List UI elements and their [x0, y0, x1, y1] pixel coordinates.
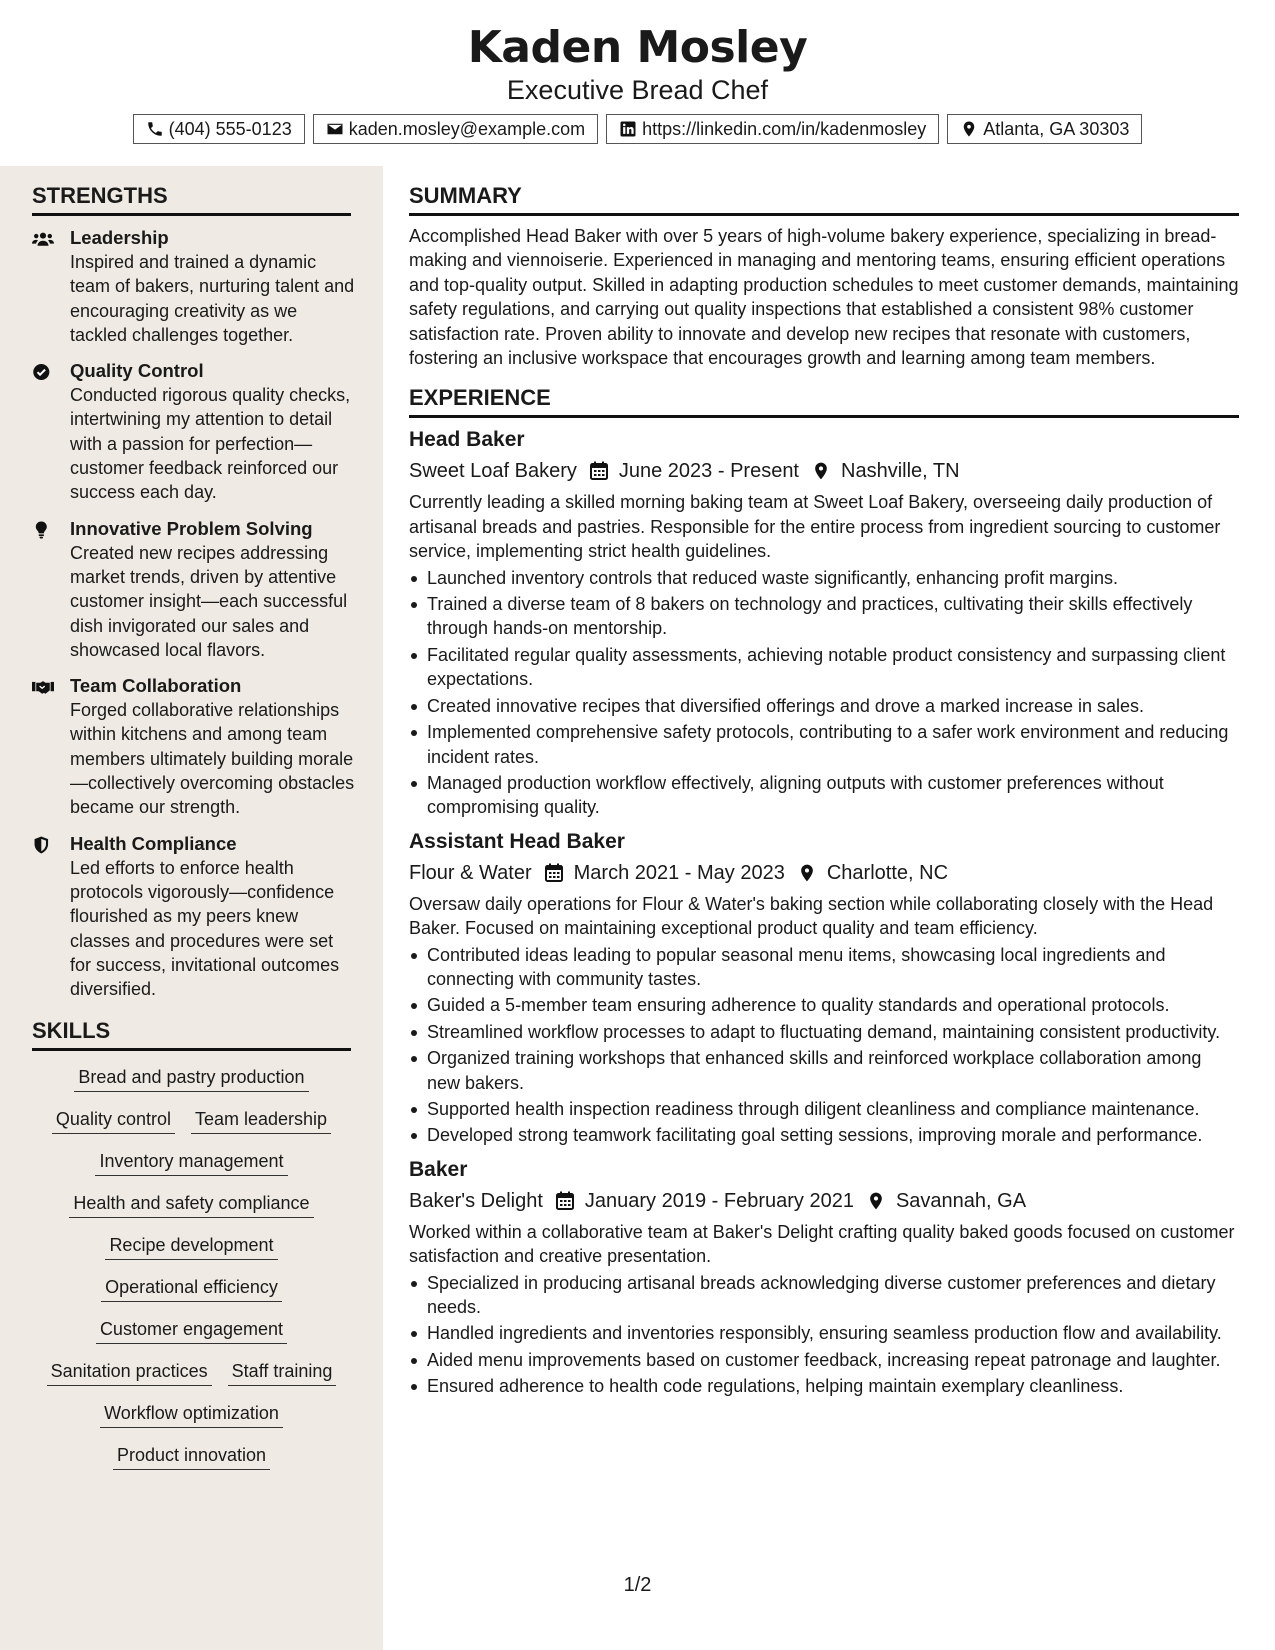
job-description: Oversaw daily operations for Flour & Water's baking section while collaborating closely with the Head Baker. Focused on maintaining exceptional product quality and team efficiency. [409, 893, 1214, 939]
job-company: Flour & Water [409, 861, 532, 884]
contact-email[interactable] [313, 114, 598, 144]
list-item: Managed production workflow effectively, aligning outputs with customer preferences without compromising quality. [409, 771, 1239, 820]
handshake-icon [32, 677, 54, 697]
skill-tag: Workflow optimization [100, 1401, 283, 1428]
strength-title: Innovative Problem Solving [70, 517, 313, 539]
list-item: Launched inventory controls that reduced waste significantly, enhancing profit margins. [409, 566, 1239, 590]
strength-title: Leadership [70, 227, 169, 248]
job-dates: March 2021 - May 2023 [573, 861, 785, 884]
job-title: Assistant Head Baker [409, 829, 625, 853]
calendar-icon [555, 1191, 575, 1211]
candidate-name: Kaden Mosley [467, 22, 808, 73]
map-pin-icon [960, 120, 978, 138]
list-item: Contributed ideas leading to popular seasonal menu items, showcasing local ingredients and connecting with community tastes. [409, 943, 1239, 992]
job-bullets [409, 1271, 1239, 1399]
list-item: Facilitated regular quality assessments, achieving notable product consistency and surpassing client expectations. [409, 643, 1239, 692]
job-meta [409, 1186, 1239, 1216]
job-entry [409, 1156, 1239, 1399]
job-description: Currently leading a skilled morning baking team at Sweet Loaf Bakery, overseeing daily production of artisanal breads and pastries. Responsible for the entire process from ingredient sourcing to customer service, implementing strict health guidelines. [409, 492, 1221, 562]
list-item: Implemented comprehensive safety protocols, contributing to a safer work environment and reducing incident rates. [409, 720, 1239, 769]
strength-item [32, 832, 357, 1002]
job-company: Sweet Loaf Bakery [409, 460, 577, 483]
strength-desc: Forged collaborative relationships within kitchens and among team members ultimately building morale—collectively overcoming obstacles became our strength. [70, 700, 355, 818]
strength-item [32, 517, 357, 662]
skill-tag: Customer engagement [96, 1317, 287, 1344]
candidate-title: Executive Bread Chef [506, 75, 769, 105]
strength-item [32, 674, 357, 819]
strength-desc: Conducted rigorous quality checks, intertwining my attention to detail with a passion for perfection—customer feedback reinforced our success each day. [70, 385, 351, 503]
list-item: Specialized in producing artisanal breads acknowledging diverse customer preferences and dietary needs. [409, 1271, 1239, 1320]
skill-tag: Staff training [228, 1359, 337, 1386]
job-dates: January 2019 - February 2021 [584, 1189, 854, 1212]
skill-tag: Team leadership [191, 1107, 331, 1134]
job-meta [409, 456, 1239, 486]
skill-tag: Product innovation [113, 1443, 270, 1470]
list-item: Organized training workshops that enhanced skills and reinforced workplace collaboration among new bakers. [409, 1046, 1239, 1095]
job-location: Charlotte, NC [826, 861, 949, 884]
job-bullets [409, 566, 1239, 820]
list-item: Aided menu improvements based on customer feedback, increasing repeat patronage and laughter. [409, 1348, 1239, 1372]
map-pin-icon [797, 863, 817, 883]
skill-tag: Inventory management [95, 1149, 287, 1176]
strengths-list [32, 226, 357, 1001]
job-title: Head Baker [409, 428, 525, 452]
contact-bar [0, 114, 1275, 144]
check-circle-icon [32, 362, 54, 382]
skills-heading: SKILLS [32, 1013, 351, 1051]
list-item: Developed strong teamwork facilitating goal setting sessions, improving morale and performance. [409, 1123, 1239, 1147]
contact-location [947, 114, 1142, 144]
contact-linkedin-text[interactable]: https://linkedin.com/in/kadenmosley [642, 119, 927, 139]
job-dates: June 2023 - Present [618, 460, 799, 483]
job-meta [409, 858, 1239, 888]
contact-email-text[interactable]: kaden.mosley@example.com [348, 119, 586, 139]
job-entry [409, 426, 1239, 819]
skills-list [32, 1065, 351, 1470]
contact-linkedin[interactable] [606, 114, 939, 144]
phone-icon [146, 120, 164, 138]
list-item: Guided a 5-member team ensuring adherence to quality standards and operational protocols. [409, 993, 1239, 1017]
job-bullets [409, 943, 1239, 1148]
job-title: Baker [409, 1157, 468, 1181]
sidebar [0, 166, 383, 1650]
contact-phone-text: (404) 555-0123 [168, 119, 292, 139]
skill-tag: Recipe development [105, 1233, 277, 1260]
contact-phone [133, 114, 305, 144]
shield-icon [32, 835, 54, 855]
summary-text: Accomplished Head Baker with over 5 years of high-volume bakery experience, specializing in bread-making and viennoiserie. Experienced in managing and mentoring teams, ensuring efficient operations and top-quality output. Skilled in adapting production schedules to meet customer demands, maintaining safety regulations, and carrying out quality inspections that established a consistent 98% customer satisfaction rate. Proven ability to innovate and develop new recipes that resonate with customers, fostering an inclusive workspace that encourages growth and learning among team members. [409, 226, 1239, 369]
strengths-heading: STRENGTHS [32, 166, 351, 216]
skill-tag: Operational efficiency [101, 1275, 282, 1302]
strength-item [32, 359, 357, 504]
calendar-icon [589, 461, 609, 481]
summary-heading: SUMMARY [409, 166, 1239, 216]
strength-desc: Created new recipes addressing market trends, driven by attentive customer insight—each successful dish invigorated our sales and showcased local flavors. [70, 542, 348, 660]
calendar-icon [544, 863, 564, 883]
skill-tag: Health and safety compliance [69, 1191, 313, 1218]
list-item: Streamlined workflow processes to adapt to fluctuating demand, maintaining consistent productivity. [409, 1020, 1239, 1044]
lightbulb-icon [32, 520, 54, 540]
map-pin-icon [811, 461, 831, 481]
skill-tag: Sanitation practices [47, 1359, 212, 1386]
skill-tag: Bread and pastry production [74, 1065, 308, 1092]
main-column [409, 166, 1239, 1401]
list-item: Created innovative recipes that diversified offerings and drove a marked increase in sales. [409, 694, 1239, 718]
users-icon [32, 229, 54, 249]
list-item: Ensured adherence to health code regulations, helping maintain exemplary cleanliness. [409, 1374, 1239, 1398]
map-pin-icon [866, 1191, 886, 1211]
job-entry [409, 828, 1239, 1148]
list-item: Supported health inspection readiness through diligent cleanliness and compliance maintenance. [409, 1097, 1239, 1121]
job-company: Baker's Delight [409, 1189, 543, 1212]
strength-title: Team Collaboration [70, 675, 242, 697]
strength-title: Quality Control [70, 360, 204, 382]
job-location: Nashville, TN [841, 460, 960, 483]
page-number: 1/2 [623, 1574, 652, 1596]
list-item: Trained a diverse team of 8 bakers on technology and practices, cultivating their skills effectively through hands-on mentorship. [409, 592, 1239, 641]
strength-desc: Inspired and trained a dynamic team of bakers, nurturing talent and encouraging creativity as we tackled challenges together. [70, 252, 355, 345]
strength-desc: Led efforts to enforce health protocols vigorously—confidence flourished as my peers knew classes and procedures were set for success, invitational outcomes diversified. [70, 857, 340, 1000]
strength-title: Health Compliance [70, 832, 237, 854]
experience-heading: EXPERIENCE [409, 370, 1239, 418]
job-location: Savannah, GA [895, 1189, 1027, 1212]
job-description: Worked within a collaborative team at Baker's Delight crafting quality baked goods focused on customer satisfaction and creative presentation. [409, 1221, 1235, 1267]
resume-header [0, 22, 1275, 106]
envelope-icon [326, 120, 344, 138]
contact-location-text: Atlanta, GA 30303 [983, 119, 1130, 139]
list-item: Handled ingredients and inventories responsibly, ensuring seamless production flow and availability. [409, 1321, 1239, 1345]
skill-tag: Quality control [52, 1107, 175, 1134]
strength-item [32, 226, 357, 347]
linkedin-icon [619, 120, 637, 138]
